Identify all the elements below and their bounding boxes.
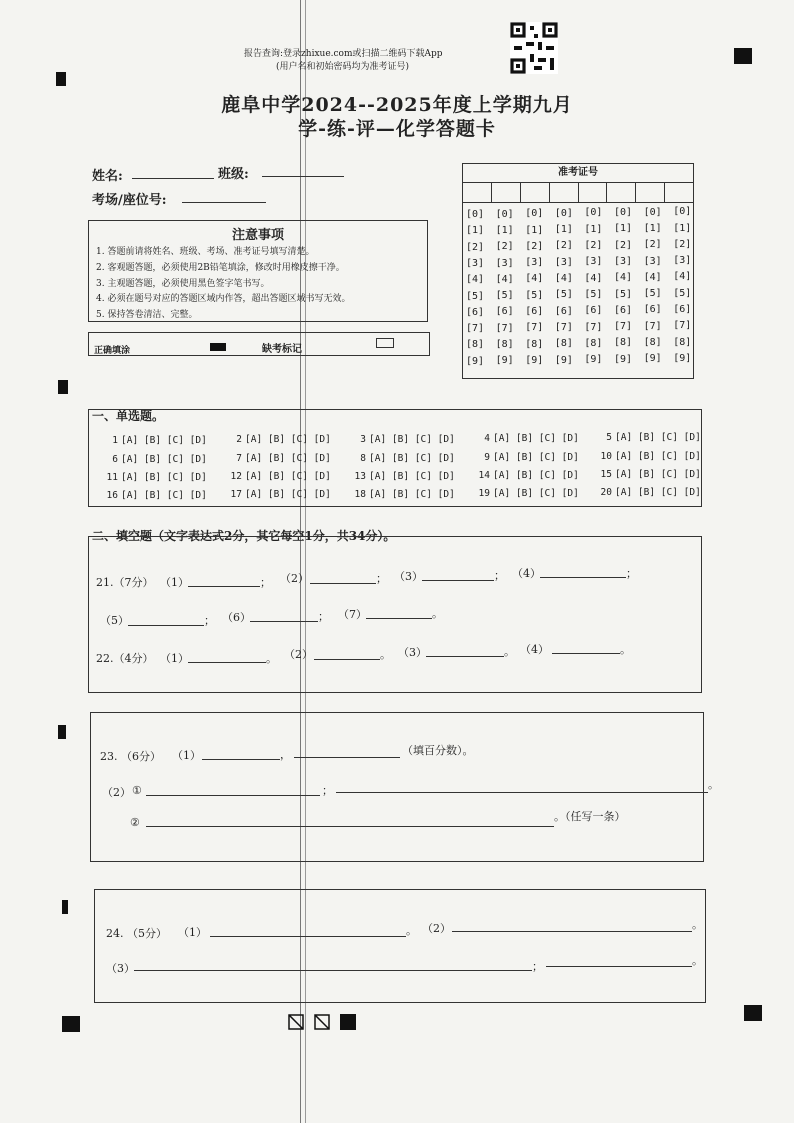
notice-item: 5. 保持答卷清洁、完整。 (96, 310, 198, 320)
mc-question-row[interactable] (104, 472, 207, 483)
admission-digit-bubble[interactable]: [1] (554, 224, 573, 236)
admission-digit-bubble[interactable]: [2] (673, 238, 692, 250)
q21-label: 21.（7分） (96, 576, 154, 589)
mc-question-row[interactable] (228, 471, 331, 482)
mc-options[interactable]: [A] [B] [C] [D] (493, 432, 579, 444)
circled-1: ① (132, 784, 142, 797)
q23-blank-2[interactable] (294, 757, 400, 758)
admission-digit-bubble[interactable]: [8] (673, 336, 692, 348)
admission-digit-bubble[interactable]: [7] (614, 321, 633, 333)
admission-digit-bubble[interactable]: [2] (554, 240, 573, 252)
notice-item: 4. 必须在题号对应的答题区域内作答，超出答题区域书写无效。 (96, 294, 351, 304)
mc-options[interactable]: [A] [B] [C] [D] (121, 454, 207, 465)
mc-question-row[interactable] (352, 471, 455, 482)
admission-digit-bubble[interactable]: [2] (643, 239, 662, 251)
admission-digit-bubble[interactable]: [5] (614, 288, 633, 300)
q23-p2-label: （2） (102, 786, 131, 799)
semicolon: ； (322, 784, 333, 797)
admission-digit-bubble[interactable]: [4] (495, 273, 514, 285)
name-field[interactable] (132, 178, 214, 179)
admission-digit-bubble[interactable]: [7] (495, 322, 514, 334)
admission-digit-bubble[interactable]: [3] (554, 256, 573, 268)
admission-digit-bubble[interactable]: [9] (643, 353, 662, 365)
q21-p2-label: （2） (280, 572, 309, 585)
q22-p4-label: （4） (520, 643, 549, 656)
mc-question-number: 16 (106, 490, 118, 501)
absent-mark-label: 缺考标记 (262, 344, 302, 355)
mc-question-number: 8 (360, 452, 366, 464)
semicolon: ； (260, 576, 271, 589)
admission-digit-bubble[interactable]: [6] (525, 306, 544, 317)
admission-digit-bubble[interactable]: [4] (525, 273, 544, 285)
period: 。 (266, 652, 277, 665)
admission-digit-bubble[interactable]: [1] (584, 223, 603, 235)
admission-digit-bubble[interactable]: [1] (673, 222, 692, 234)
q21-blank-5[interactable] (128, 625, 204, 626)
mc-question-number: 12 (230, 471, 242, 483)
admission-digit-bubble[interactable]: [9] (466, 355, 485, 367)
qr-code (510, 22, 558, 74)
admission-digit-bubble[interactable]: [2] (495, 241, 514, 253)
q24-blank-4[interactable] (546, 966, 692, 967)
admission-digit-bubble[interactable]: [8] (614, 337, 633, 349)
semicolon: ； (532, 960, 543, 973)
admission-digit-bubble[interactable]: [3] (614, 255, 633, 267)
mc-options[interactable]: [A] [B] [C] [D] (615, 487, 701, 499)
admission-digit-bubble[interactable]: [9] (495, 355, 514, 367)
admission-write-cells[interactable] (463, 183, 693, 203)
mc-question-row[interactable] (476, 433, 579, 444)
admission-digit-bubble[interactable]: [9] (673, 352, 692, 364)
admission-digit-bubble[interactable]: [9] (554, 354, 573, 366)
notice-item: 2. 客观题答题，必须使用2B铅笔填涂，修改时用橡皮擦干净。 (96, 263, 345, 273)
q23-label: 23. （6分） (100, 750, 161, 763)
query-line-2: (用户名和初始密码均为准考证号) (276, 62, 410, 72)
mc-question-row[interactable] (598, 487, 701, 498)
admission-digit-bubble[interactable]: [0] (643, 206, 662, 218)
admission-digit-bubble[interactable]: [4] (673, 271, 692, 283)
mc-question-row[interactable] (476, 470, 579, 481)
mc-question-row[interactable] (228, 489, 331, 500)
period: 。 (708, 778, 719, 791)
q24-p1-label: （1） (178, 926, 207, 939)
correct-fill-sample (210, 343, 226, 351)
admission-digit-bubble[interactable]: [8] (495, 339, 514, 350)
side-marker (62, 900, 68, 914)
admission-digit-bubble[interactable]: [3] (525, 257, 544, 269)
admission-digit-bubble[interactable]: [2] (466, 241, 485, 253)
mc-options[interactable]: [A] [B] [C] [D] (369, 470, 455, 482)
admission-digit-bubble[interactable]: [3] (466, 257, 485, 269)
absent-mark-box[interactable] (376, 338, 394, 348)
q24-blank-2[interactable] (452, 931, 692, 932)
notice-title: 注意事项 (231, 228, 284, 243)
semicolon: ； (318, 610, 329, 623)
mc-question-number: 15 (600, 469, 612, 481)
period: 。 (692, 918, 703, 931)
page-marker-hatched (288, 1014, 304, 1030)
q23-blank-1[interactable] (202, 759, 280, 760)
admission-digit-bubble[interactable]: [2] (584, 240, 603, 251)
admission-digit-bubble[interactable]: [0] (554, 207, 573, 219)
mc-question-number: 9 (484, 451, 490, 463)
q21-blank-3[interactable] (422, 580, 494, 581)
admission-digit-bubble[interactable]: [7] (584, 321, 603, 333)
mc-options[interactable]: [A] [B] [C] [D] (493, 469, 579, 481)
mc-question-row[interactable] (352, 489, 455, 500)
admission-digit-bubble[interactable]: [0] (466, 209, 485, 220)
admission-digit-bubble[interactable]: [6] (495, 306, 514, 318)
mc-question-row[interactable] (352, 434, 455, 445)
admission-digit-bubble[interactable]: [2] (525, 240, 544, 252)
admission-digit-bubble[interactable]: [5] (466, 290, 485, 302)
admission-digit-bubble[interactable]: [8] (584, 337, 603, 349)
admission-digit-bubble[interactable]: [2] (614, 239, 633, 251)
admission-digit-bubble[interactable]: [3] (495, 257, 514, 269)
admission-digit-bubble[interactable]: [0] (495, 208, 514, 220)
mc-question-number: 13 (354, 470, 366, 482)
q24-blank-1[interactable] (210, 936, 406, 937)
mc-question-number: 3 (360, 433, 366, 445)
q22-p1-label: （1） (160, 652, 189, 665)
any-one-note: 。（任写一条） (554, 810, 626, 823)
q22-label: 22.（4分） (96, 652, 154, 665)
side-marker (58, 380, 68, 394)
answer-box-23 (90, 712, 704, 862)
q22-blank-1[interactable] (188, 662, 266, 663)
mc-options[interactable]: [A] [B] [C] [D] (121, 472, 207, 483)
mc-question-row[interactable] (476, 488, 579, 499)
admission-digit-bubble[interactable]: [9] (614, 353, 633, 365)
circled-2: ② (130, 816, 140, 829)
name-label: 姓名: (92, 169, 123, 184)
corner-marker-bottom-left (62, 1016, 80, 1032)
admission-digit-bubble[interactable]: [6] (614, 304, 633, 316)
period: 。 (692, 954, 703, 967)
admission-digit-bubble[interactable]: [4] (466, 274, 485, 286)
admission-digit-bubble[interactable]: [7] (554, 321, 573, 333)
admission-digit-bubble[interactable]: [5] (554, 289, 573, 301)
admission-digit-bubble[interactable]: [5] (584, 288, 603, 300)
mc-question-row[interactable] (104, 454, 207, 465)
q22-blank-4[interactable] (552, 653, 620, 654)
fill-percent-note: （填百分数）。 (402, 744, 474, 757)
mc-options[interactable]: [A] [B] [C] [D] (615, 451, 701, 463)
mc-question-number: 6 (112, 454, 118, 465)
q22-blank-3[interactable] (426, 656, 504, 657)
admission-digit-bubble[interactable]: [5] (525, 289, 544, 301)
mc-options[interactable]: [A] [B] [C] [D] (121, 435, 207, 446)
admission-digit-bubble[interactable]: [1] (614, 223, 633, 235)
admission-digit-bubble[interactable]: [3] (673, 255, 692, 267)
mc-question-row[interactable] (598, 451, 701, 462)
q21-p3-label: （3） (394, 570, 423, 583)
answer-box-21-22 (88, 536, 702, 693)
corner-marker-bottom-right (744, 1005, 762, 1021)
admission-digit-bubble[interactable]: [9] (525, 354, 544, 366)
admission-title: 准考证号 (463, 164, 693, 183)
admission-digit-bubble[interactable]: [4] (554, 273, 573, 284)
mc-options[interactable]: [A] [B] [C] [D] (369, 488, 455, 500)
mc-options[interactable]: [A] [B] [C] [D] (245, 453, 331, 465)
mc-options[interactable]: [A] [B] [C] [D] (245, 471, 331, 483)
mc-question-row[interactable] (228, 453, 331, 464)
seat-label: 考场/座位号: (92, 193, 167, 208)
period: 。 (380, 648, 391, 661)
admission-digit-bubble[interactable]: [6] (554, 305, 573, 317)
mc-question-number: 19 (478, 487, 490, 499)
mc-options[interactable]: [A] [B] [C] [D] (369, 433, 455, 445)
q21-blank-1[interactable] (188, 586, 260, 587)
admission-digit-bubble[interactable]: [7] (673, 320, 692, 332)
admission-digit-bubble[interactable]: [1] (643, 222, 662, 234)
admission-digit-bubble[interactable]: [0] (673, 206, 692, 218)
q24-p2-label: （2） (422, 922, 451, 935)
corner-marker-top-right (734, 48, 752, 64)
period: 。 (620, 643, 631, 656)
admission-digit-bubble[interactable]: [8] (643, 337, 662, 348)
admission-digit-bubble[interactable]: [8] (466, 339, 485, 351)
admission-digit-bubble[interactable]: [6] (643, 304, 662, 316)
title-line-2: 学-练-评—化学答题卡 (298, 118, 496, 140)
mc-options[interactable]: [A] [B] [C] [D] (615, 432, 701, 444)
admission-digit-bubble[interactable]: [8] (554, 338, 573, 350)
answer-box-24 (94, 889, 706, 1003)
mc-options[interactable]: [A] [B] [C] [D] (121, 490, 207, 501)
admission-digit-bubble[interactable]: [6] (673, 304, 692, 315)
mc-question-number: 11 (106, 472, 118, 483)
section1-title: 一、单选题。 (92, 409, 165, 423)
q21-blank-7[interactable] (366, 618, 432, 619)
notice-item: 3. 主观题答题，必须使用黑色签字笔书写。 (96, 279, 270, 289)
mc-question-number: 14 (478, 469, 490, 481)
admission-digit-bubble[interactable]: [0] (525, 208, 544, 220)
q21-p4-label: （4） (512, 567, 541, 580)
section2-title: 二、填空题（文字表达式2分，其它每空1分，共34分）。 (92, 529, 396, 543)
mc-options[interactable]: [A] [B] [C] [D] (615, 469, 701, 481)
q23-blank-4[interactable] (336, 792, 708, 793)
admission-digit-bubble[interactable]: [4] (614, 272, 633, 284)
q21-p1-label: （1） (160, 576, 189, 589)
query-line-1: 报告查询:登录zhixue.com或扫描二维码下载App (244, 49, 443, 59)
q22-blank-2[interactable] (314, 659, 380, 660)
mc-options[interactable]: [A] [B] [C] [D] (245, 434, 331, 446)
q24-label: 24. （5分） (106, 927, 167, 940)
q24-p3-label: （3） (106, 962, 135, 975)
admission-digit-bubble[interactable]: [6] (584, 305, 603, 317)
class-field[interactable] (262, 176, 344, 177)
admission-digit-bubble[interactable]: [1] (466, 225, 485, 237)
admission-digit-bubble[interactable]: [4] (584, 272, 603, 284)
mc-options[interactable]: [A] [B] [C] [D] (493, 451, 579, 463)
admission-digit-bubble[interactable]: [0] (584, 207, 603, 219)
semicolon: ； (626, 567, 637, 580)
admission-digit-bubble[interactable]: [9] (584, 354, 603, 366)
mc-question-number: 10 (600, 451, 612, 463)
admission-digit-bubble[interactable]: [8] (525, 338, 544, 350)
side-marker (58, 725, 66, 739)
semicolon: ； (494, 569, 505, 582)
seat-field[interactable] (182, 202, 266, 203)
mc-question-row[interactable] (598, 432, 701, 443)
admission-digit-bubble[interactable]: [7] (466, 323, 485, 335)
side-marker (56, 72, 66, 86)
mc-question-row[interactable] (104, 490, 207, 501)
mc-question-number: 4 (484, 432, 490, 444)
q23-p1-label: （1） (172, 749, 201, 762)
semicolon: ； (204, 614, 215, 627)
mc-question-number: 5 (606, 432, 612, 444)
admission-digit-bubble[interactable]: [3] (584, 256, 603, 268)
mc-question-number: 17 (230, 489, 242, 501)
admission-digit-bubble[interactable]: [1] (525, 224, 544, 236)
mc-question-row[interactable] (104, 435, 207, 446)
mc-question-row[interactable] (598, 469, 701, 480)
mc-options[interactable]: [A] [B] [C] [D] (245, 489, 331, 501)
q22-p3-label: （3） (398, 646, 427, 659)
class-label: 班级: (218, 167, 249, 182)
admission-digit-bubble[interactable]: [3] (643, 255, 662, 267)
q21-blank-6[interactable] (250, 621, 318, 622)
page-marker-hatched (314, 1014, 330, 1030)
mc-question-row[interactable] (476, 452, 579, 463)
mc-question-number: 20 (600, 487, 612, 499)
admission-digit-bubble[interactable]: [7] (525, 322, 544, 334)
mc-options[interactable]: [A] [B] [C] [D] (493, 487, 579, 499)
q23-blank-5[interactable] (146, 826, 554, 827)
period: 。 (432, 607, 443, 620)
admission-digit-bubble[interactable]: [0] (614, 207, 633, 218)
admission-digit-bubble[interactable]: [1] (495, 224, 514, 236)
q21-blank-4[interactable] (540, 577, 626, 578)
correct-fill-label: 正确填涂 (94, 346, 131, 356)
notice-item: 1. 答题前请将姓名、班级、考场、准考证号填写清楚。 (96, 247, 315, 257)
q21-p5-label: （5） (100, 614, 129, 627)
q21-p7-label: （7） (338, 608, 367, 621)
admission-digit-bubble[interactable]: [5] (643, 288, 662, 300)
admission-digit-bubble[interactable]: [5] (495, 290, 514, 302)
mc-question-number: 1 (112, 435, 118, 446)
semicolon: ； (376, 572, 387, 585)
admission-digit-bubble[interactable]: [4] (643, 271, 662, 283)
comma: ， (280, 748, 291, 761)
title-line-1: 鹿阜中学2024--2025年度上学期九月 (221, 94, 573, 116)
mc-question-number: 2 (236, 434, 242, 446)
admission-digit-bubble[interactable]: [6] (466, 306, 485, 318)
q24-blank-3[interactable] (134, 970, 532, 971)
q23-blank-3[interactable] (146, 795, 320, 796)
page-marker-filled (340, 1014, 356, 1030)
mc-question-number: 7 (236, 453, 242, 465)
admission-digit-bubble[interactable]: [7] (643, 320, 662, 332)
mc-question-row[interactable] (352, 453, 455, 464)
q21-p6-label: （6） (222, 611, 251, 624)
admission-digit-bubble[interactable]: [5] (673, 287, 692, 299)
mc-options[interactable]: [A] [B] [C] [D] (369, 452, 455, 464)
period: 。 (504, 645, 515, 658)
q22-p2-label: （2） (284, 648, 313, 661)
period: 。 (406, 924, 417, 937)
mc-question-row[interactable] (228, 434, 331, 445)
q21-blank-2[interactable] (310, 583, 376, 584)
mc-question-number: 18 (354, 488, 366, 500)
